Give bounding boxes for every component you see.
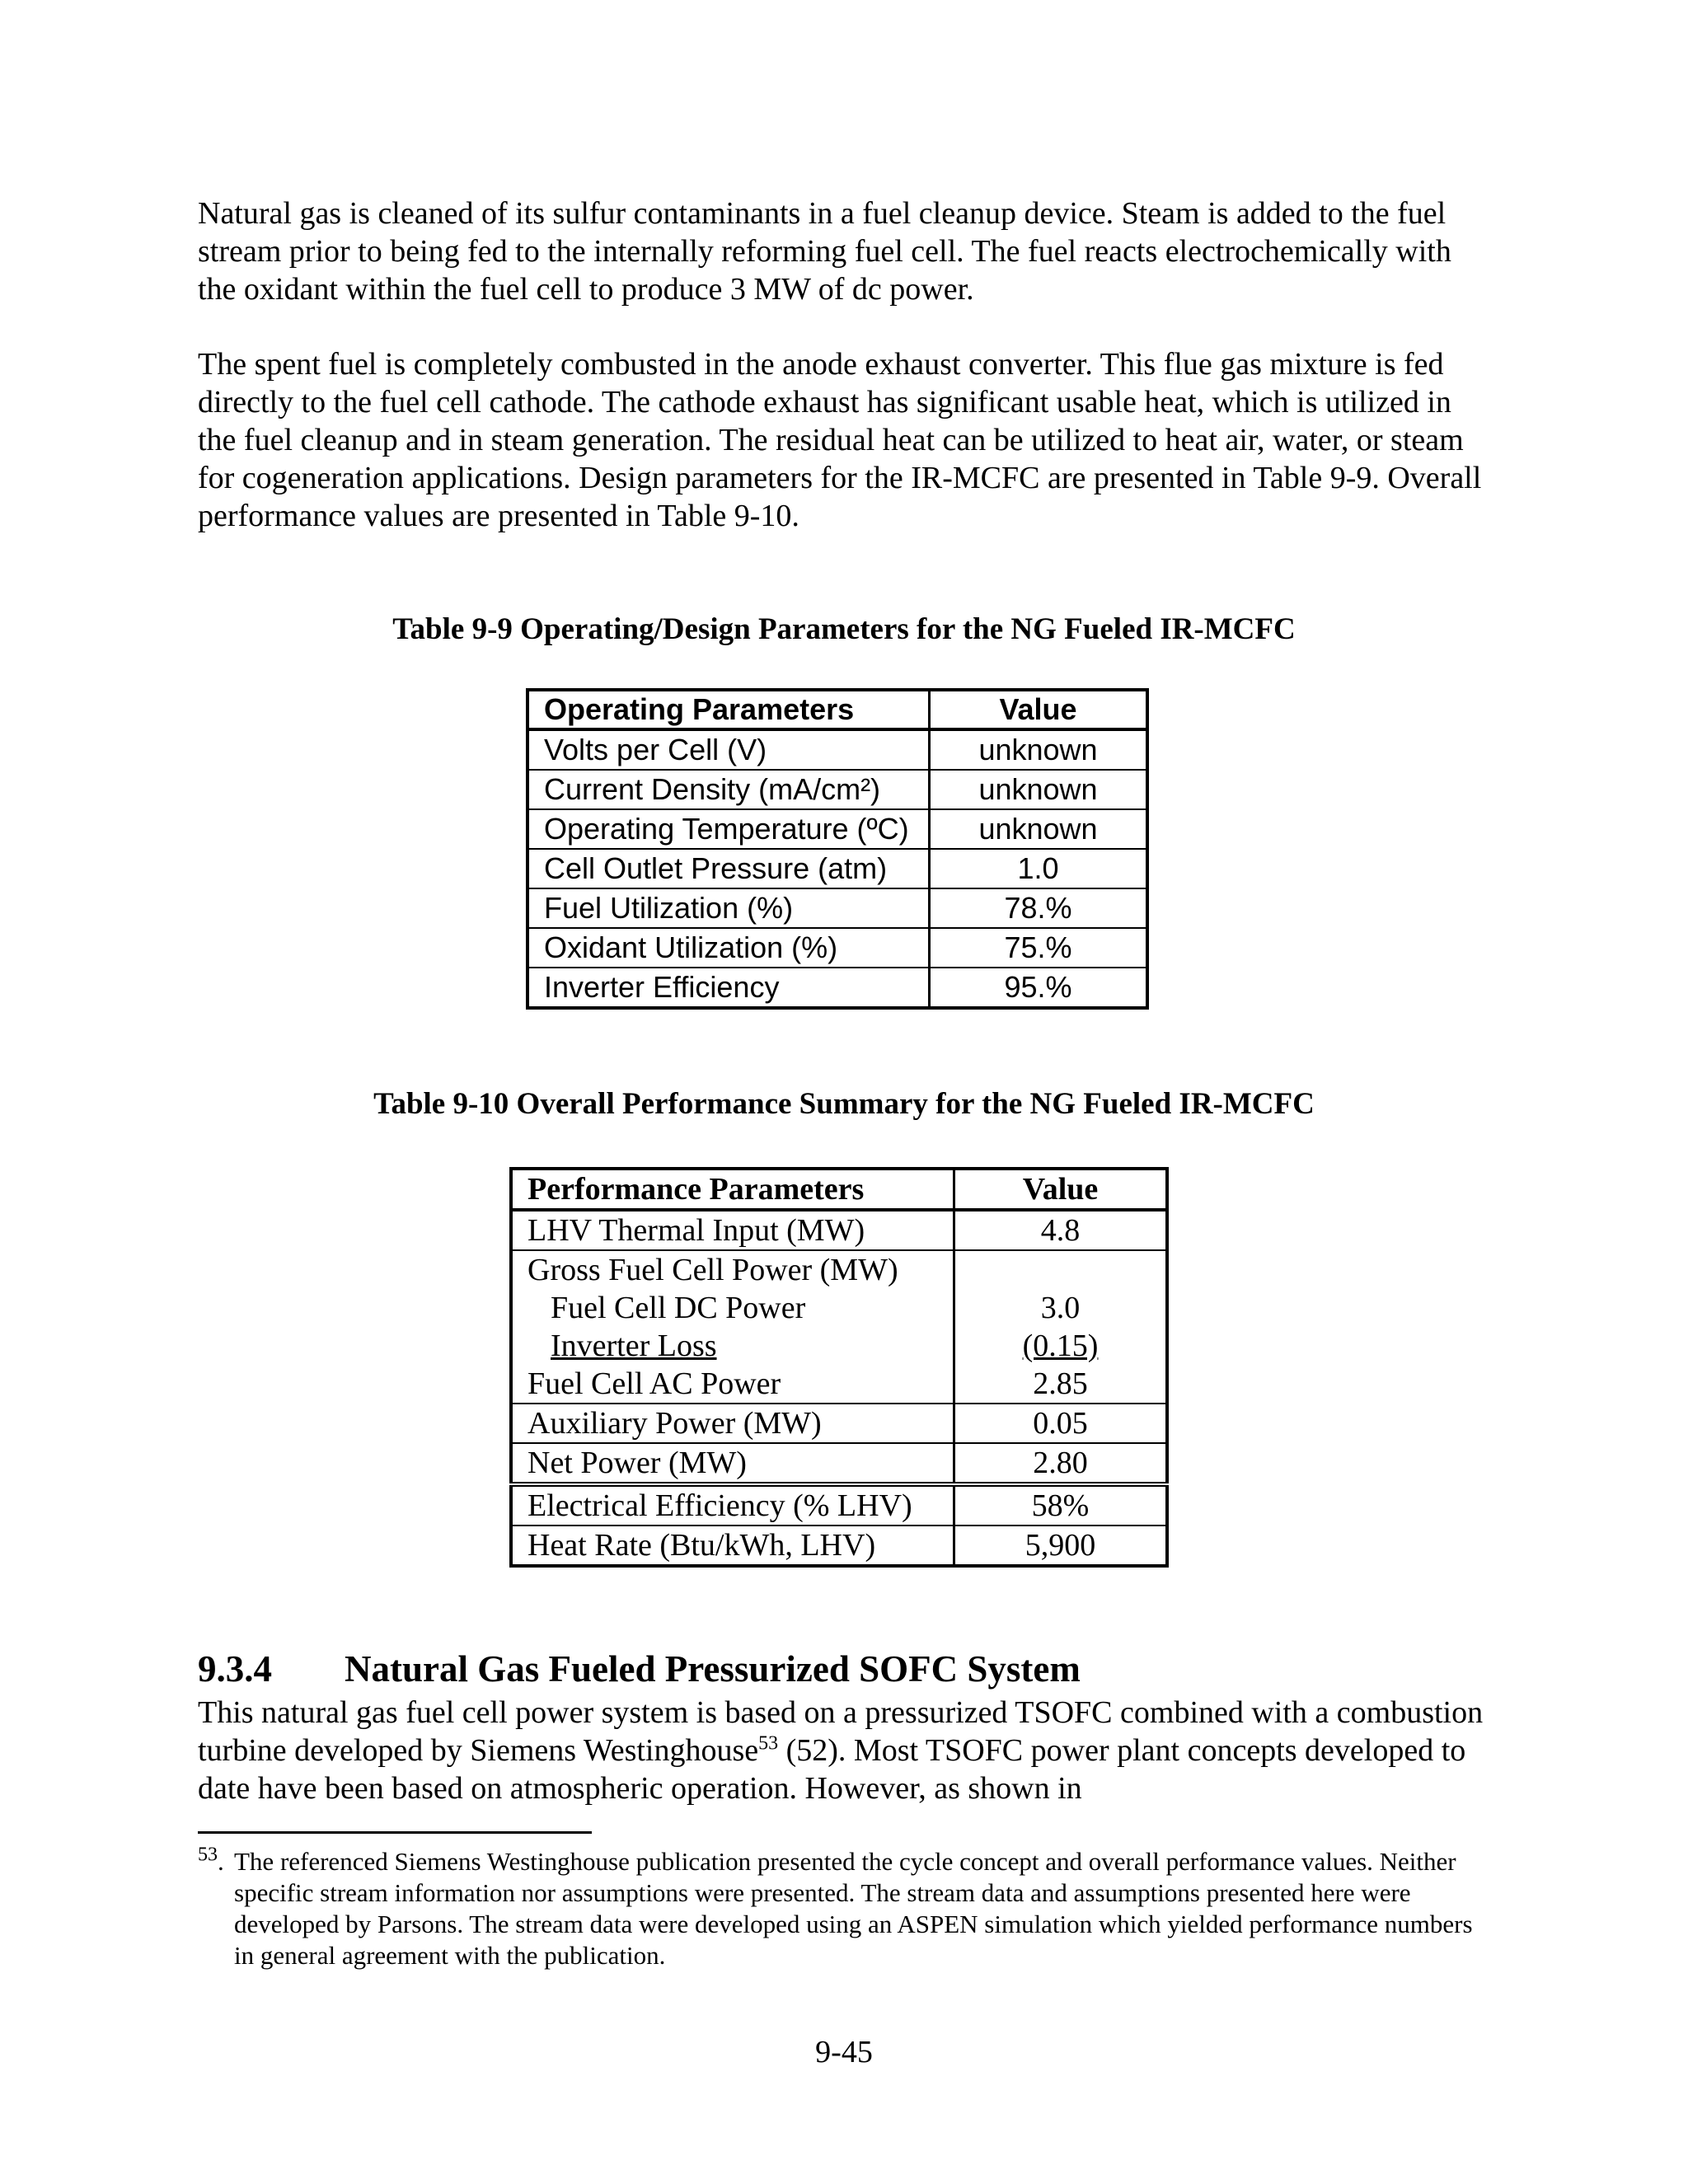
ac-power-value: 2.85 — [1033, 1366, 1088, 1401]
section-text-after: (52). Most TSOFC power plant concepts developed to date have been based on atmospheric operation. However, as shown in — [198, 1733, 1466, 1806]
dc-power-value: 3.0 — [1040, 1291, 1081, 1325]
value-cell: unknown — [930, 770, 1148, 809]
section-number: 9.3.4 — [198, 1648, 272, 1690]
ac-power-label: Fuel Cell AC Power — [528, 1366, 781, 1401]
table-row — [528, 928, 1147, 968]
body-paragraph-2: The spent fuel is completely combusted in the anode exhaust converter. This flue gas mixture is fed directly to the fuel cell cathode. The cathode exhaust has significant usable heat, which is utilized in the fuel cleanup and in steam generation. The residual heat can be utilized to heat air, water, or steam for cogeneration applications. Design parameters for the IR-MCFC are presented in Table 9-9. Overall performance values are presented in Table 9-10. — [198, 347, 1482, 533]
footnote-marker-suffix: . — [218, 1847, 224, 1876]
header-parameter: Performance Parameters — [511, 1169, 954, 1210]
dc-power-label: Fuel Cell DC Power — [551, 1291, 806, 1325]
parameter-cell: Oxidant Utilization (%) — [528, 928, 930, 968]
table-9-10-caption: Table 9-10 Overall Performance Summary for the NG Fueled IR-MCFC — [373, 1087, 1315, 1121]
value-cell — [954, 1250, 1168, 1404]
table-row — [528, 849, 1147, 888]
parameter-cell: LHV Thermal Input (MW) — [511, 1210, 954, 1250]
table-row — [511, 1443, 1167, 1484]
table-row — [528, 729, 1147, 770]
operating-parameters-table — [526, 688, 1149, 1010]
section-paragraph — [198, 1694, 1492, 1807]
parameter-cell: Volts per Cell (V) — [528, 729, 930, 770]
gross-power-label: Gross Fuel Cell Power (MW) — [528, 1253, 898, 1287]
parameter-cell: Inverter Efficiency — [528, 968, 930, 1008]
value-cell: unknown — [930, 729, 1148, 770]
body-paragraph-1: Natural gas is cleaned of its sulfur contaminants in a fuel cleanup device. Steam is added to the fuel stream prior to being fed to the internally reforming fuel cell. The fuel reacts electrochemically with the oxidant within the fuel cell to produce 3 MW of dc power. — [198, 196, 1451, 307]
table-row — [511, 1210, 1167, 1250]
parameter-cell: Current Density (mA/cm²) — [528, 770, 930, 809]
table-row — [528, 888, 1147, 928]
parameter-cell — [511, 1250, 954, 1404]
table-header-row — [511, 1169, 1167, 1210]
inverter-loss-value: (0.15) — [1022, 1329, 1099, 1363]
value-cell: 4.8 — [954, 1210, 1168, 1250]
table-9-9-caption: Table 9-9 Operating/Design Parameters for the NG Fueled IR-MCFC — [392, 612, 1296, 646]
parameter-cell: Fuel Utilization (%) — [528, 888, 930, 928]
footnote-marker — [198, 1846, 224, 1877]
table-row — [511, 1484, 1167, 1526]
header-value: Value — [930, 690, 1148, 729]
table-row — [511, 1526, 1167, 1566]
value-cell: 0.05 — [954, 1404, 1168, 1443]
table-row — [528, 809, 1147, 849]
parameter-cell: Electrical Efficiency (% LHV) — [511, 1484, 954, 1526]
table-row-gross-power — [511, 1250, 1167, 1404]
table-row — [528, 968, 1147, 1008]
value-cell: 1.0 — [930, 849, 1148, 888]
footnote — [198, 1846, 1492, 1971]
value-cell: 75.% — [930, 928, 1148, 968]
table-row — [528, 770, 1147, 809]
value-cell: 95.% — [1004, 970, 1072, 1004]
table-header-row — [528, 690, 1147, 729]
parameter-cell: Auxiliary Power (MW) — [511, 1404, 954, 1443]
parameter-cell: Heat Rate (Btu/kWh, LHV) — [511, 1526, 954, 1566]
performance-summary-table — [509, 1167, 1169, 1568]
parameter-cell: Net Power (MW) — [511, 1443, 954, 1484]
section-title: Natural Gas Fueled Pressurized SOFC System — [345, 1648, 1081, 1690]
footnote-reference: 53 — [758, 1732, 779, 1755]
value-cell: 2.80 — [954, 1443, 1168, 1484]
footnote-separator — [198, 1831, 592, 1834]
parameter-cell: Operating Temperature (ºC) — [528, 809, 930, 849]
value-cell: 58% — [954, 1484, 1168, 1526]
header-value: Value — [954, 1169, 1168, 1210]
inverter-loss-label: Inverter Loss — [551, 1329, 717, 1363]
table-row — [511, 1404, 1167, 1443]
footnote-number: 53 — [198, 1844, 218, 1866]
header-parameter: Operating Parameters — [528, 690, 930, 729]
value-cell: unknown — [930, 809, 1148, 849]
page-number: 9-45 — [815, 2035, 873, 2069]
parameter-cell: Cell Outlet Pressure (atm) — [528, 849, 930, 888]
footnote-text: The referenced Siemens Westinghouse publication presented the cycle concept and overall performance values. Neither specific stream information nor assumptions were presented. The stream data and assumptions presented here were developed by Parsons. The stream data were developed using an ASPEN simulation which yielded performance numbers in general agreement with the publication. — [234, 1847, 1473, 1970]
section-text-before: This natural gas fuel cell power system is based on a pressurized TSOFC combined with a combustion turbine developed by Siemens Westinghouse — [198, 1695, 1484, 1768]
value-cell: 78.% — [930, 888, 1148, 928]
section-heading — [198, 1646, 1081, 1692]
value-cell: 5,900 — [1025, 1528, 1096, 1563]
